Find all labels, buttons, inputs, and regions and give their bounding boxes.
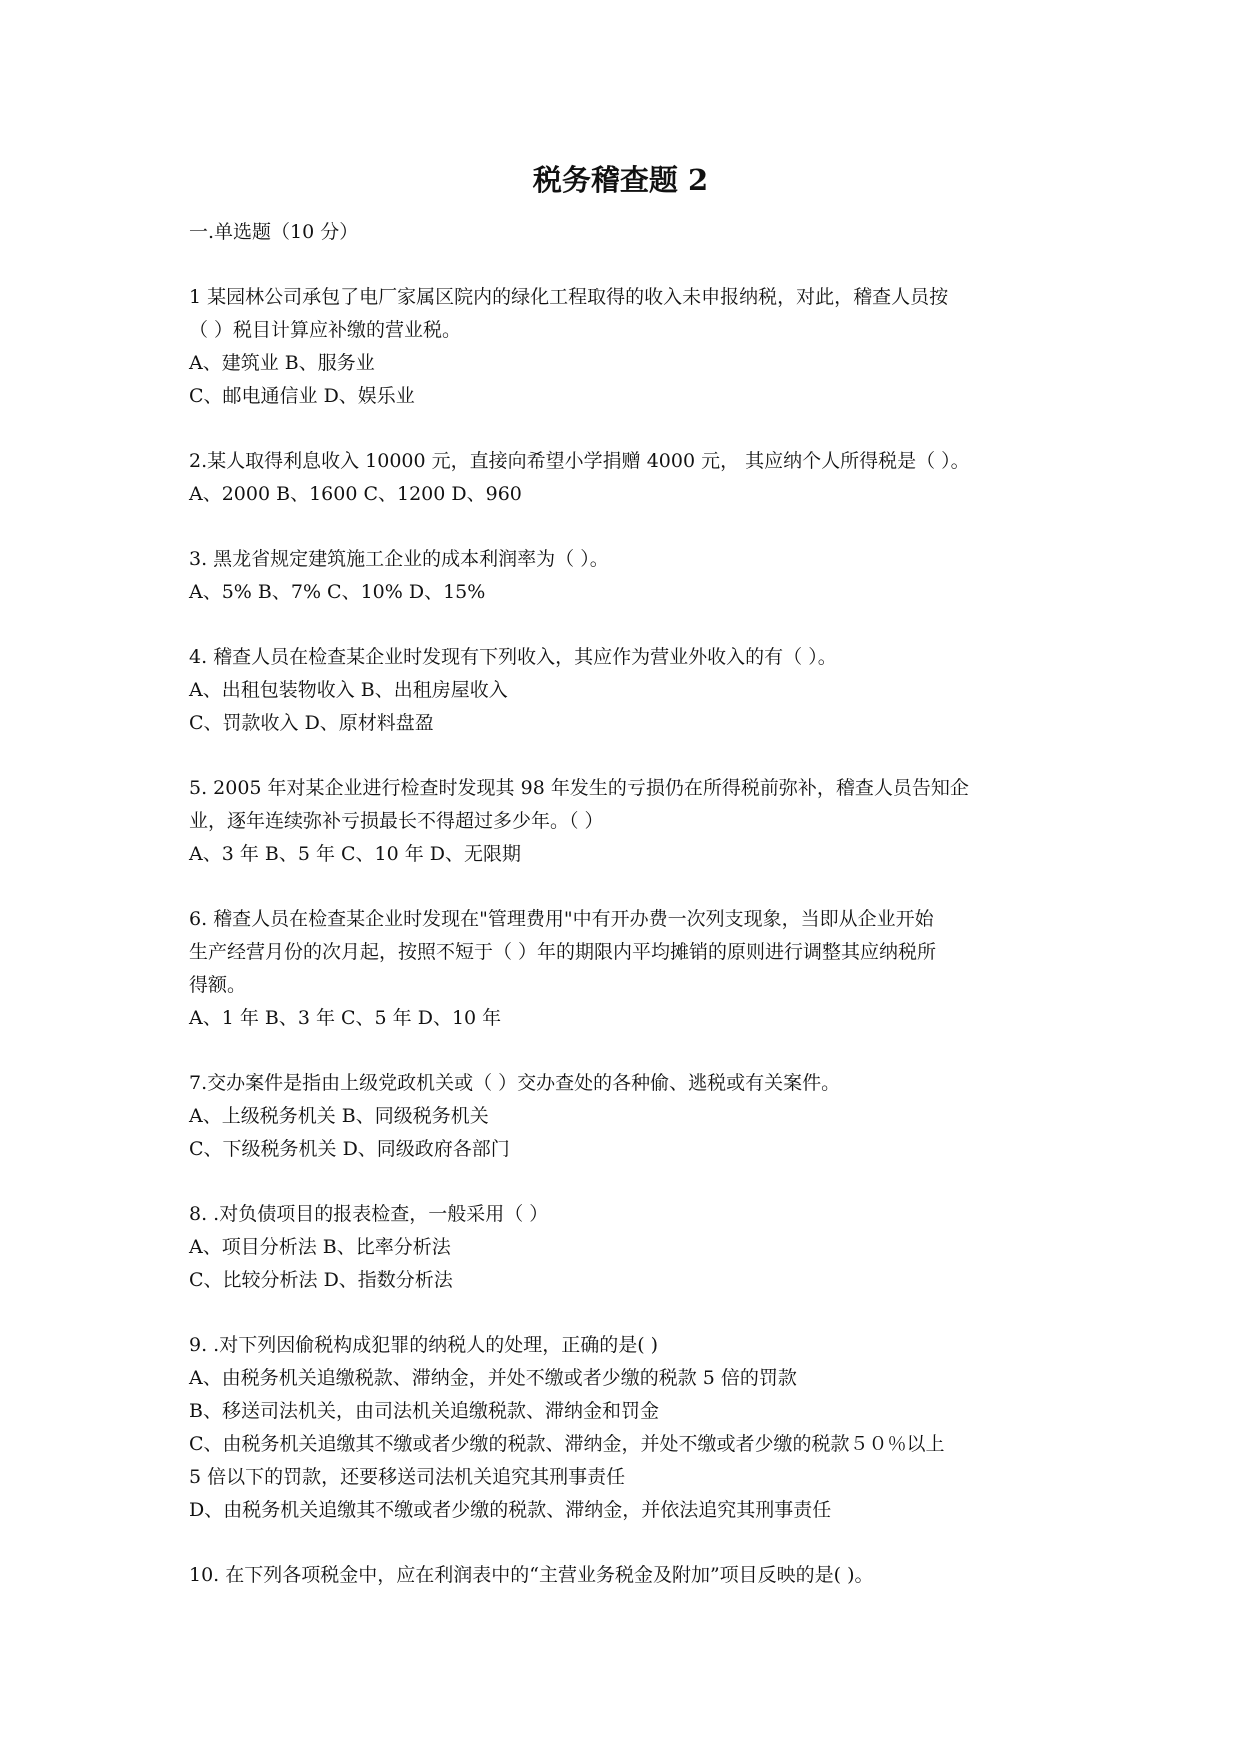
spacer (189, 1035, 1069, 1067)
question-text: 10. 在下列各项税金中，应在利润表中的“主营业务税金及附加”项目反映的是( )。 (189, 1564, 874, 1586)
question-block (189, 1067, 1069, 1166)
question-line: C、邮电通信业 D、娱乐业 (189, 385, 415, 407)
question-line: A、上级税务机关 B、同级税务机关 (189, 1105, 489, 1127)
question-line: （ ）税目计算应补缴的营业税。 (189, 319, 462, 341)
question-line: B、移送司法机关，由司法机关追缴税款、滞纳金和罚金 (189, 1400, 659, 1422)
spacer (189, 413, 1069, 445)
question-line: C、比较分析法 D、指数分析法 (189, 1269, 453, 1291)
question-text: 2.某人取得利息收入 10000 元，直接向希望小学捐赠 4000 元， 其应纳个人所得税是（ ）。 (189, 450, 970, 472)
question-line: 业，逐年连续弥补亏损最长不得超过多少年。（ ） (189, 810, 604, 832)
question-line: 得额。 (189, 974, 247, 996)
question-text: 3. 黑龙省规定建筑施工企业的成本利润率为（ ）。 (189, 548, 609, 570)
spacer (189, 740, 1069, 772)
question-line: 5 倍以下的罚款，还要移送司法机关追究其刑事责任 (189, 1466, 626, 1488)
question-line: A、1 年 B、3 年 C、5 年 D、10 年 (189, 1007, 502, 1029)
question-block (189, 641, 1069, 740)
question-block (189, 903, 1069, 1035)
question-text: 6. 稽查人员在检查某企业时发现在"管理费用"中有开办费一次列支现象，当即从企业开始 (189, 908, 934, 930)
question-line: A、项目分析法 B、比率分析法 (189, 1236, 451, 1258)
section-heading: 一.单选题（10 分） (189, 221, 359, 243)
question-line: C、罚款收入 D、原材料盘盈 (189, 712, 434, 734)
question-block (189, 281, 1069, 413)
spacer (189, 511, 1069, 543)
question-text: 9. .对下列因偷税构成犯罪的纳税人的处理，正确的是( ) (189, 1334, 659, 1356)
question-line: A、出租包装物收入 B、出租房屋收入 (189, 679, 508, 701)
question-block (189, 1559, 1069, 1592)
question-block (189, 1198, 1069, 1297)
spacer (189, 871, 1069, 903)
question-line: A、2000 B、1600 C、1200 D、960 (189, 483, 522, 505)
question-line: C、下级税务机关 D、同级政府各部门 (189, 1138, 510, 1160)
document-body (189, 216, 1069, 1592)
spacer (189, 1297, 1069, 1329)
question-block (189, 1329, 1069, 1527)
question-block (189, 445, 1069, 511)
question-text: 4. 稽查人员在检查某企业时发现有下列收入，其应作为营业外收入的有（ ）。 (189, 646, 837, 668)
spacer (189, 1527, 1069, 1559)
question-text: 8. .对负债项目的报表检查，一般采用（ ） (189, 1203, 549, 1225)
question-block (189, 772, 1069, 871)
document-title: 税务稽查题 2 (532, 163, 709, 197)
question-text: 7.交办案件是指由上级党政机关或（ ）交办查处的各种偷、逃税或有关案件。 (189, 1072, 841, 1094)
question-text: 1 某园林公司承包了电厂家属区院内的绿化工程取得的收入未申报纳税，对此，稽查人员按 (189, 286, 949, 308)
question-line: C、由税务机关追缴其不缴或者少缴的税款、滞纳金，并处不缴或者少缴的税款５０％以上 (189, 1433, 945, 1455)
spacer (189, 249, 1069, 281)
question-line: 生产经营月份的次月起，按照不短于（ ）年的期限内平均摊销的原则进行调整其应纳税所 (189, 941, 937, 963)
question-line: A、由税务机关追缴税款、滞纳金，并处不缴或者少缴的税款 5 倍的罚款 (189, 1367, 797, 1389)
question-block (189, 543, 1069, 609)
question-line: D、由税务机关追缴其不缴或者少缴的税款、滞纳金，并依法追究其刑事责任 (189, 1499, 832, 1521)
question-line: A、3 年 B、5 年 C、10 年 D、无限期 (189, 843, 522, 865)
spacer (189, 1166, 1069, 1198)
question-line: A、5% B、7% C、10% D、15% (189, 581, 486, 603)
question-text: 5. 2005 年对某企业进行检查时发现其 98 年发生的亏损仍在所得税前弥补，稽查人员告知企 (189, 777, 969, 799)
question-line: A、建筑业 B、服务业 (189, 352, 375, 374)
spacer (189, 609, 1069, 641)
